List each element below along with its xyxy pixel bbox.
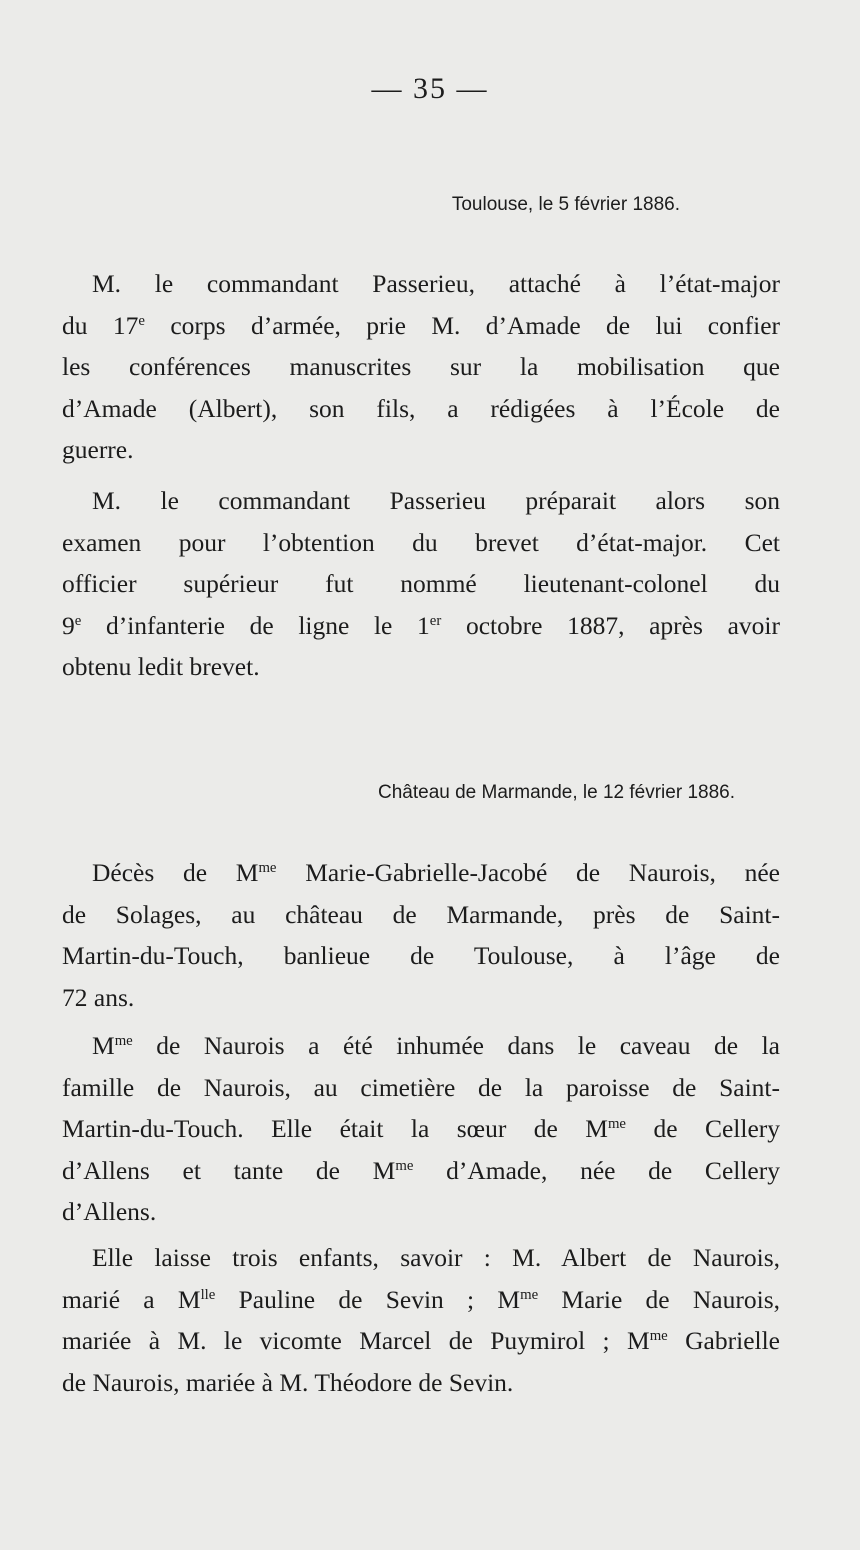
text-line: les conférences manuscrites sur la mobilisation que [62, 352, 780, 381]
paragraph [62, 263, 780, 471]
text-line: obtenu ledit brevet. [62, 652, 260, 681]
paragraph [62, 480, 780, 688]
text-line: Décès de $M^{me}$ Marie-Gabrielle-Jacobé de Naurois, née [92, 858, 780, 887]
text-line: guerre. [62, 435, 134, 464]
text-line: 72 ans. [62, 982, 135, 1012]
text-line: d’Amade (Albert), son fils, a rédigées à l’École de [62, 393, 780, 423]
text-line: officier supérieur fut nommé lieutenant-colonel du [62, 569, 780, 598]
text-line: mariée à M. le vicomte Marcel de Puymirol ; $M^{me}$ Gabrielle [62, 1326, 780, 1355]
page-number: — 35 — [371, 72, 489, 105]
text-line: famille de Naurois, au cimetière de la paroisse de Saint- [62, 1072, 780, 1102]
paragraph [62, 852, 780, 1018]
text-line: M. le commandant Passerieu, attaché à l’état-major [92, 269, 780, 298]
dateline: Château de Marmande, le 12 février 1886. [378, 782, 735, 803]
text-line: de Naurois, mariée à M. Théodore de Sevin. [62, 1367, 514, 1397]
text-line: Elle laisse trois enfants, savoir : M. Albert de Naurois, [92, 1243, 780, 1272]
text-line: marié a $M^{lle}$ Pauline de Sevin ; $M^{me}$ Marie de Naurois, [62, 1284, 780, 1314]
text-line: de Solages, au château de Marmande, près de Saint- [62, 899, 780, 929]
text-line: examen pour l’obtention du brevet d’état-major. Cet [62, 527, 780, 557]
text-line: du 17e corps d’armée, prie M. d’Amade de lui confier [62, 310, 781, 340]
paragraph [62, 1237, 780, 1403]
text-line: Martin-du-Touch. Elle était la sœur de $M^{me}$ de Cellery [62, 1114, 780, 1143]
text-line: d’Allens. [62, 1197, 157, 1226]
text-line: 9e d’infanterie de ligne le 1er octobre 1887, après avoir [62, 610, 780, 640]
text-line: Martin-du-Touch, banlieue de Toulouse, à l’âge de [62, 941, 780, 970]
dateline: Toulouse, le 5 février 1886. [451, 194, 680, 215]
text-line: M. le commandant Passerieu préparait alors son [92, 486, 780, 515]
paragraph [62, 1025, 780, 1233]
text-line: $M^{me}$ de Naurois a été inhumée dans le caveau de la [92, 1031, 780, 1060]
text-line: d’Allens et tante de $M^{me}$ d’Amade, née de Cellery [62, 1155, 780, 1185]
